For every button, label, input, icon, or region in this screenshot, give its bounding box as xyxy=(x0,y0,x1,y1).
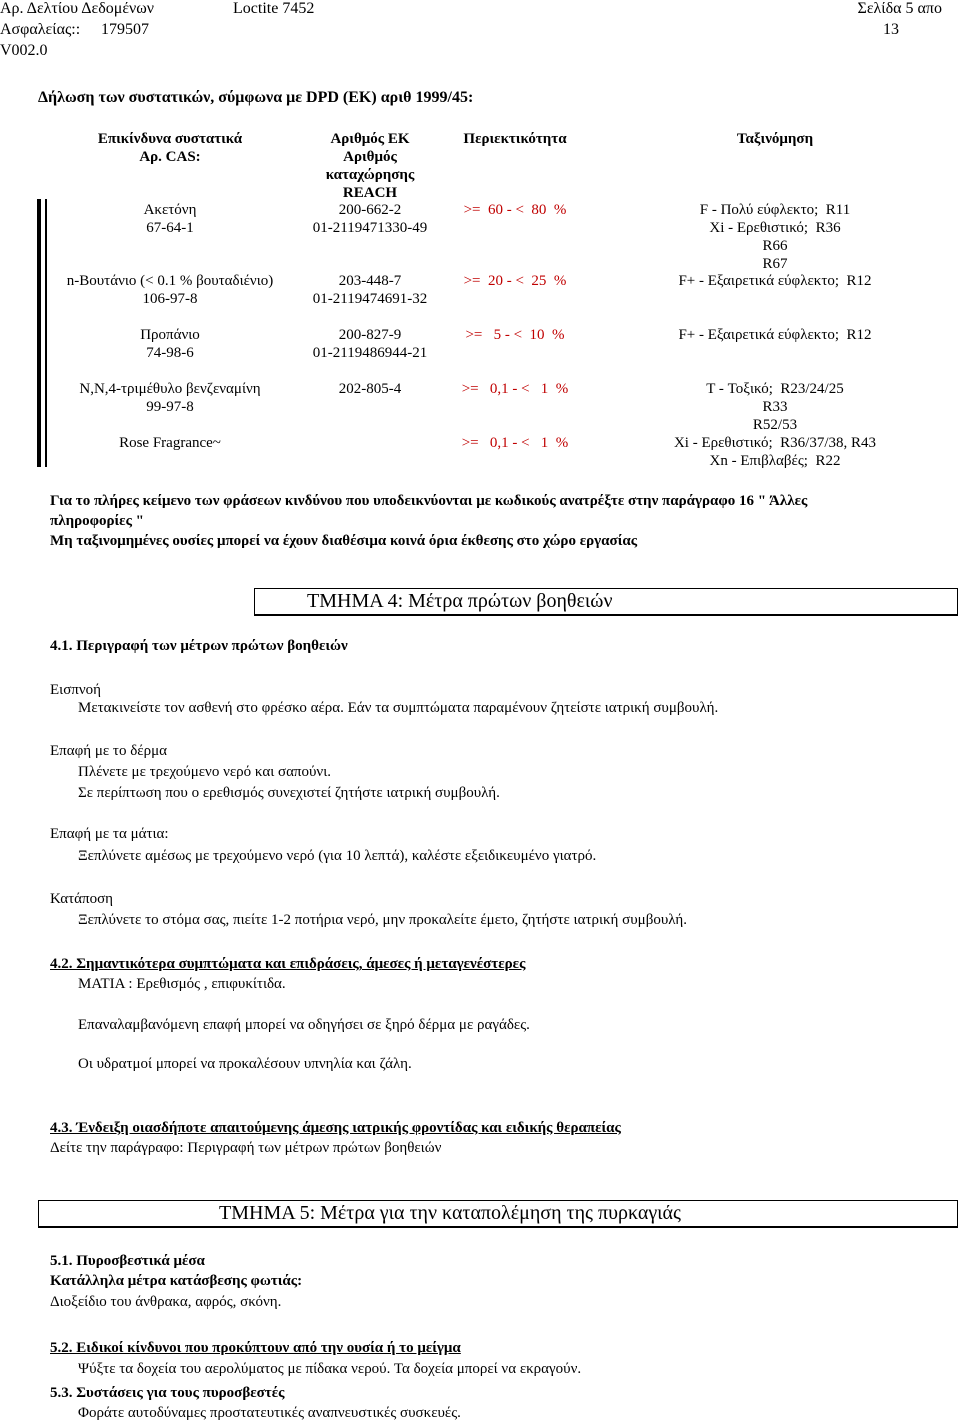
concentration: >= 0,1 - < 1 % xyxy=(461,381,569,397)
special-hazards-text: Ψύξτε τα δοχεία του αερολύματος με πίδακα νερού. Τα δοχεία μπορεί να εκραγούν. xyxy=(78,1361,582,1377)
skin-label: Επαφή με το δέρμα xyxy=(50,743,167,759)
eyes-label: Επαφή με τα μάτια: xyxy=(50,826,169,842)
doc-title-2: Ασφαλείας:: xyxy=(0,21,81,38)
classification-line: F - Πολύ εύφλεκτο; R11 xyxy=(699,202,851,218)
header-col2-line4: REACH xyxy=(342,185,398,201)
version: V002.0 xyxy=(0,42,48,59)
classification-line: Xn - Επιβλαβές; R22 xyxy=(709,453,841,469)
ingestion-text: Ξεπλύνετε το στόμα σας, πιείτε 1-2 ποτήρια νερό, μην προκαλείτε έμετο, ζητήστε ιατρική συμβουλή. xyxy=(78,912,688,928)
reach-number: 01-2119486944-21 xyxy=(312,345,428,361)
cas-number: 67-64-1 xyxy=(146,220,194,236)
medical-attention-text: Δείτε την παράγραφο: Περιγραφή των μέτρων πρώτων βοηθειών xyxy=(50,1140,442,1156)
skin-text-2: Σε περίπτωση που ο ερεθισμός συνεχιστεί ζητήστε ιατρική συμβουλή. xyxy=(78,785,500,801)
table-left-bar-thick xyxy=(37,199,41,467)
reach-number: 01-2119474691-32 xyxy=(312,291,428,307)
skin-text-1: Πλένετε με τρεχούμενο νερό και σαπούνι. xyxy=(78,764,331,780)
concentration: >= 5 - < 10 % xyxy=(465,327,565,343)
table-row xyxy=(70,326,270,362)
header-col2-line2: Αριθμός xyxy=(343,149,397,165)
subsection-5-2-title: 5.2. Ειδικοί κίνδυνοι που προκύπτουν από την ουσία ή το μείγμα xyxy=(50,1340,461,1356)
reach-number: 01-2119471330-49 xyxy=(312,220,428,236)
declaration-title: Δήλωση των συστατικών, σύμφωνα με DPD (ΕΚ) αριθ 1999/45: xyxy=(38,89,474,106)
ec-number: 202-805-4 xyxy=(338,381,402,397)
eyes-text: Ξεπλύνετε αμέσως με τρεχούμενο νερό (για 10 λεπτά), καλέστε εξειδικευμένο γιατρό. xyxy=(78,848,597,864)
ec-reach-cell xyxy=(295,272,445,308)
section-4-banner xyxy=(254,588,958,616)
classification-line: R33 xyxy=(762,399,788,415)
ingestion-label: Κατάποση xyxy=(50,891,114,907)
page-label: Σελίδα 5 απο xyxy=(857,0,942,17)
header-col1-line2: Αρ. CAS: xyxy=(139,149,201,165)
header-ec-number xyxy=(295,130,445,202)
classification-line: T - Τοξικό; R23/24/25 xyxy=(706,381,844,397)
inhalation-label: Εισπνοή xyxy=(50,682,101,698)
doc-title: Αρ. Δελτίου Δεδομένων xyxy=(0,0,155,17)
ec-number: 200-662-2 xyxy=(338,202,402,218)
ec-number: 200-827-9 xyxy=(338,327,402,343)
table-left-bar-thin xyxy=(45,199,47,467)
component-name: Προπάνιο xyxy=(140,327,200,343)
subsection-5-1-title: 5.1. Πυροσβεστικά μέσα xyxy=(50,1253,205,1269)
component-name: Ακετόνη xyxy=(143,202,197,218)
classification xyxy=(665,201,885,273)
header-col2-line3: καταχώρησης xyxy=(325,167,415,183)
subsection-4-2-title: 4.2. Σημαντικότερα συμπτώματα και επιδράσεις, άμεσες ή μεταγενέστερες xyxy=(50,956,526,972)
page-total: 13 xyxy=(883,21,899,38)
section-4-title: ΤΜΗΜΑ 4: Μέτρα πρώτων βοηθειών xyxy=(307,590,613,612)
table-row xyxy=(50,272,290,308)
header-col2-line1: Αριθμός ΕΚ xyxy=(330,131,410,147)
classification-line: Xi - Ερεθιστικό; R36 xyxy=(709,220,841,236)
concentration: >= 20 - < 25 % xyxy=(463,273,567,289)
symptoms-text-1: ΜΑΤΙΑ : Ερεθισμός , επιφυκίτιδα. xyxy=(78,976,286,992)
classification-line: R52/53 xyxy=(752,417,798,433)
note-line-3: Μη ταξινομημένες ουσίες μπορεί να έχουν διαθέσιμα κοινά όρια έκθεσης στο χώρο εργασίας xyxy=(50,533,638,549)
firefighters-advice-text: Φοράτε αυτοδύναμες προστατευτικές αναπνευστικές συσκευές. xyxy=(78,1405,461,1421)
ec-number: 203-448-7 xyxy=(338,273,402,289)
cas-number: 106-97-8 xyxy=(142,291,198,307)
inhalation-text: Μετακινείστε τον ασθενή στο φρέσκο αέρα. Εάν τα συμπτώματα παραμένουν ζητείστε ιατρική συμβουλή. xyxy=(78,700,719,716)
component-name: n-Βουτάνιο (< 0.1 % βουταδιένιο) xyxy=(66,273,274,289)
cas-number: 74-98-6 xyxy=(146,345,194,361)
classification xyxy=(650,272,900,290)
table-row xyxy=(70,201,270,237)
extinguishing-media-label: Κατάλληλα μέτρα κατάσβεσης φωτιάς: xyxy=(50,1273,303,1289)
classification xyxy=(640,434,910,470)
component-name: N,N,4-τριμέθυλο βενζεναμίνη xyxy=(79,381,261,397)
cas-number: 99-97-8 xyxy=(146,399,194,415)
classification-line: R67 xyxy=(762,256,788,272)
table-row: Rose Fragrance~ xyxy=(119,435,221,451)
product-name: Loctite 7452 xyxy=(233,0,315,17)
ec-reach-cell xyxy=(295,201,445,237)
note-line-2: πληροφορίες " xyxy=(50,513,144,529)
subsection-4-3-title: 4.3. Ένδειξη οιασδήποτε απαιτούμενης άμεσης ιατρικής φροντίδας και ειδικής θεραπείας xyxy=(50,1120,621,1136)
subsection-5-3-title: 5.3. Συστάσεις για τους πυροσβεστές xyxy=(50,1385,285,1401)
sds-number: 179507 xyxy=(101,21,149,38)
symptoms-text-2: Επαναλαμβανόμενη επαφή μπορεί να οδηγήσει σε ξηρό δέρμα με ραγάδες. xyxy=(78,1017,530,1033)
table-row xyxy=(70,380,270,416)
classification-line: F+ - Εξαιρετικά εύφλεκτο; R12 xyxy=(678,273,872,289)
classification-line: R66 xyxy=(762,238,788,254)
note-line-1: Για το πλήρες κείμενο των φράσεων κινδύνου που υποδεικνύονται με κωδικούς ανατρέξτε στην παράγραφο 16 " Άλλες xyxy=(50,493,808,509)
extinguishing-media-text: Διοξείδιο του άνθρακα, αφρός, σκόνη. xyxy=(50,1294,282,1310)
section-5-title: ΤΜΗΜΑ 5: Μέτρα για την καταπολέμηση της πυρκαγιάς xyxy=(219,1202,681,1224)
header-concentration: Περιεκτικότητα xyxy=(463,131,567,147)
classification xyxy=(650,380,900,434)
subsection-4-1-title: 4.1. Περιγραφή των μέτρων πρώτων βοηθειών xyxy=(50,638,348,654)
classification-line: Xi - Ερεθιστικό; R36/37/38, R43 xyxy=(673,435,877,451)
header-classification: Ταξινόμηση xyxy=(736,131,814,147)
classification xyxy=(650,326,900,344)
ec-reach-cell xyxy=(295,326,445,362)
concentration: >= 60 - < 80 % xyxy=(463,202,567,218)
header-col1-line1: Επικίνδυνα συστατικά xyxy=(97,131,243,147)
header-hazardous-components xyxy=(70,130,270,166)
section-5-banner xyxy=(38,1200,958,1228)
concentration: >= 0,1 - < 1 % xyxy=(461,435,569,451)
symptoms-text-3: Οι υδρατμοί μπορεί να προκαλέσουν υπνηλία και ζάλη. xyxy=(78,1056,412,1072)
classification-line: F+ - Εξαιρετικά εύφλεκτο; R12 xyxy=(678,327,872,343)
